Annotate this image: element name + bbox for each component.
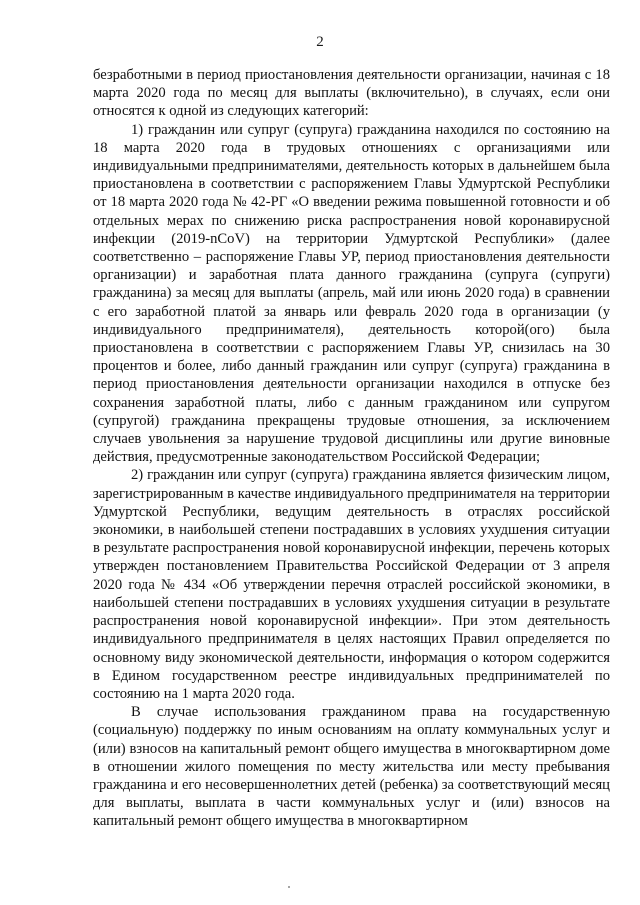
page-number: 2 xyxy=(316,34,324,50)
paragraph-item-1: 1) гражданин или супруг (супруга) гражданина находился по состоянию на 18 марта 2020 года в трудовых отношениях с организациями или индивидуальными предпринимателями, деятельность которых в дальнейшем была приостановлена в соответствии с распоряжением Главы Удмуртской Республики от 18 марта 2020 года № 42-РГ «О введении режима повышенной готовности и об отдельных мерах по снижению риска распространения новой коронавирусной инфекции (2019-nCoV) на территории Удмуртской Республики» (далее соответственно – распоряжение Главы УР, период приостановления деятельности организации) и заработная плата данного гражданина (супруга (супруги) гражданина) за месяц для выплаты (апрель, май или июнь 2020 года) в сравнении с его заработной платой за январь или февраль 2020 года в организации (у индивидуального предпринимателя), деятельность которой(ого) была приостановлена в соответствии с распоряжением Главы УР, снизилась на 30 процентов и более, либо данный гражданин или супруг (супруга) гражданина в период приостановления деятельности организации находился в отпуске без сохранения заработной платы, либо с данным гражданином или супругом (супругой) гражданина прекращены трудовые отношения, за исключением случаев увольнения за нарушение трудовой дисциплины или другие виновные действия, предусмотренные законодательством Российской Федерации; xyxy=(93,121,610,466)
document-body xyxy=(93,66,610,831)
paragraph-item-2: 2) гражданин или супруг (супруга) гражданина является физическим лицом, зарегистрированным в качестве индивидуального предпринимателя на территории Удмуртской Республики, ведущим деятельность в отраслях российской экономики, в наибольшей степени пострадавших в условиях ухудшения ситуации в результате распространения новой коронавирусной инфекции, перечень которых утвержден постановлением Правительства Российской Федерации от 3 апреля 2020 года № 434 «Об утверждении перечня отраслей российской экономики, в наибольшей степени пострадавших в условиях ухудшения ситуации в результате распространения новой коронавирусной инфекции». При этом деятельность индивидуального предпринимателя в целях настоящих Правил определяется по основному виду экономической деятельности, информация о котором содержится в Едином государственном реестре индивидуальных предпринимателей по состоянию на 1 марта 2020 года. xyxy=(93,467,610,702)
paragraph-support-case: В случае использования гражданином права на государственную (социальную) поддержку по иным основаниям на оплату коммунальных услуг и (или) взносов на капитальный ремонт общего имущества в многоквартирном доме в отношении жилого помещения по месту жительства или месту пребывания гражданина и его несовершеннолетних детей (ребенка) за соответствующий месяц для выплаты, выплата в части коммунальных услуг и (или) взносов на капитальный ремонт общего имущества в многоквартирном xyxy=(93,704,610,830)
paragraph-continuation: безработными в период приостановления деятельности организации, начиная с 18 марта 2020 года по месяц для выплаты (включительно), в случаях, если они относятся к одной из следующих категорий: xyxy=(93,67,610,120)
scan-speck xyxy=(288,886,290,888)
